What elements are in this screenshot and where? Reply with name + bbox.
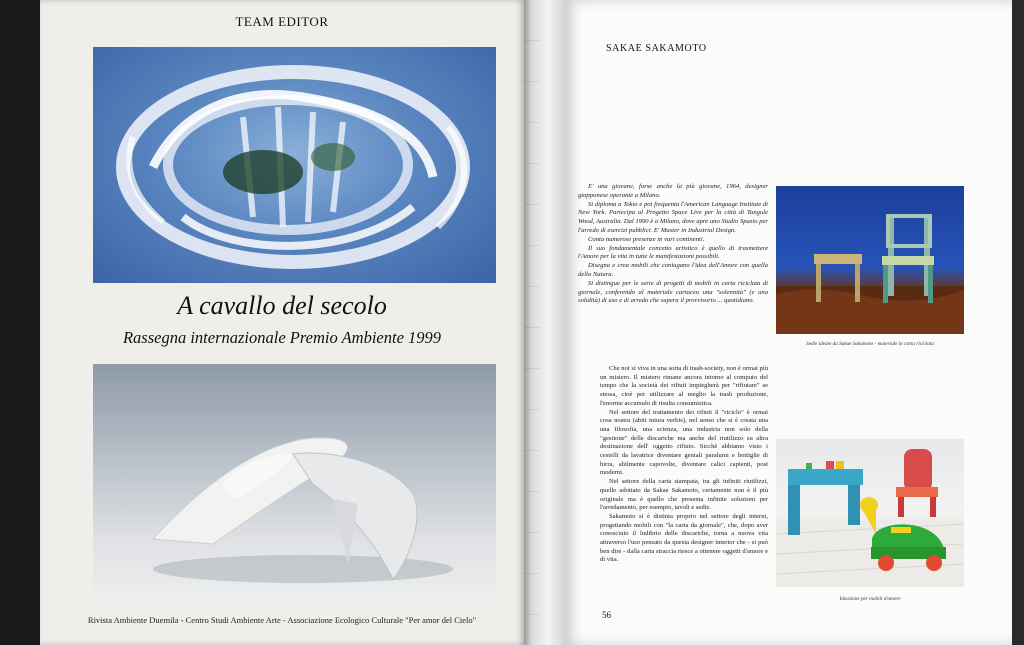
cover-footer: Rivista Ambiente Duemila - Centro Studi Ambiente Arte - Associazione Ecologico Culturale "Per amor del Cielo" xyxy=(87,615,477,625)
page-header: SAKAE SAKAMOTO xyxy=(606,43,707,54)
furniture-photo xyxy=(776,439,964,587)
chairs-caption: Sedie ideate da Sakae Sakamoto - materiale in carta riciclata xyxy=(806,341,934,347)
intro-paragraph: Il suo fondamentale concetto artistico è quello di trasmettere l'Amore per la vita in tutte le manifestazioni possibili. xyxy=(578,244,768,261)
book-spine xyxy=(524,0,564,645)
chairs-photo xyxy=(776,186,964,334)
page-number: 56 xyxy=(602,610,611,620)
body-paragraph: Nel settore della carta stampata, tra gli infiniti riutilizzi, quello adottato da Sakae Sakamoto, certamente non è il più originale ma è quello che presenta infinite soluzioni per l'arredamento, per esempio, tavoli e sedie. xyxy=(600,478,768,512)
intro-text xyxy=(578,183,768,306)
intro-paragraph: E' una giovane, forse anche la più giovane, 1964, designer giapponese operante a Milano. xyxy=(578,183,768,199)
body-text xyxy=(600,365,768,565)
body-paragraph: Che noi si viva in una sorta di trash-society, non è ormai più un mistero. Il mistero rimane ancora intorno al computo del tempo che la società dei rifiuti impiegherà per "rifiutare" se stessa, cioè per utilizzare al meglio la trash produzione, l'enorme accumulo di risulta consumistica. xyxy=(600,365,768,407)
colorful-furniture-illustration xyxy=(776,439,964,587)
cover-artwork-photo xyxy=(93,47,496,283)
intro-paragraph: Si distingue per le serie di progetti di mobili in carta riciclata di giornale, conferendo al materiale cartaceo una "solennità" (e una solidità) di uso e di arredo che supera il provvisorio ... quotidiano. xyxy=(578,279,768,305)
intro-paragraph: Si diploma a Tokio e poi frequenta l'American Language Institute di New York. Partecipa al Progetto Space Live per la città di Tangule Wood, Australia. Dal 1990 è a Milano, dove apre uno Studio Spazio per l'arredo di esercizi pubblici. E' Master in Industrial Design. xyxy=(578,200,768,234)
body-paragraph: Sakamoto si è distinta proprio nel settore degli interni, progettando mobili con "la carta da giornale", che, dopo aver conosciuto il ludibrio delle discariche, torna a nuova vita attraverso l'uso pensato da questa designer interior che - si può ben dire - dalla carta straccia riesce a ottenere oggetti d'amore e di vita. xyxy=(600,512,768,564)
cover-sculpture-photo xyxy=(93,364,496,598)
cover-publisher: TEAM EDITOR xyxy=(235,14,329,29)
page-edge-shadow xyxy=(1012,0,1024,645)
chairs-illustration xyxy=(776,186,964,334)
cover-subtitle: Rassegna internazionale Premio Ambiente 1999 xyxy=(122,328,442,347)
paper-sculpture-illustration xyxy=(93,364,496,598)
abstract-artwork-illustration xyxy=(93,47,496,283)
cover-title: A cavallo del secolo xyxy=(177,291,387,320)
intro-paragraph: Disegna e crea mobili che coniugano l'idea dell'Amore con quella della Natura. xyxy=(578,262,768,278)
body-paragraph: Nel settore del trattamento dei rifiuti il "riciclo" è ormai cosa nostra (abiit iniura verbis), nel senso che si è creata una una filosofia, una scienza, una industria non solo della "gestione" delle discariche ma anche del riutilizzo su altra destinazione dell' oggetto rifiuto. Sicchè abbiamo visto i cestelli da lavatrice diventare geniali paralumi e bottiglie di birra, abilmente capovolte, diventare calici capienti, post moderni. xyxy=(600,408,768,477)
furniture-caption: Ideazione per mobili d'amore xyxy=(839,596,901,602)
intro-paragraph: Conta numerose presenze in vari continenti. xyxy=(588,235,705,243)
book-cover xyxy=(40,0,524,645)
spine-page-edges xyxy=(524,0,540,645)
book-page xyxy=(564,0,1012,645)
